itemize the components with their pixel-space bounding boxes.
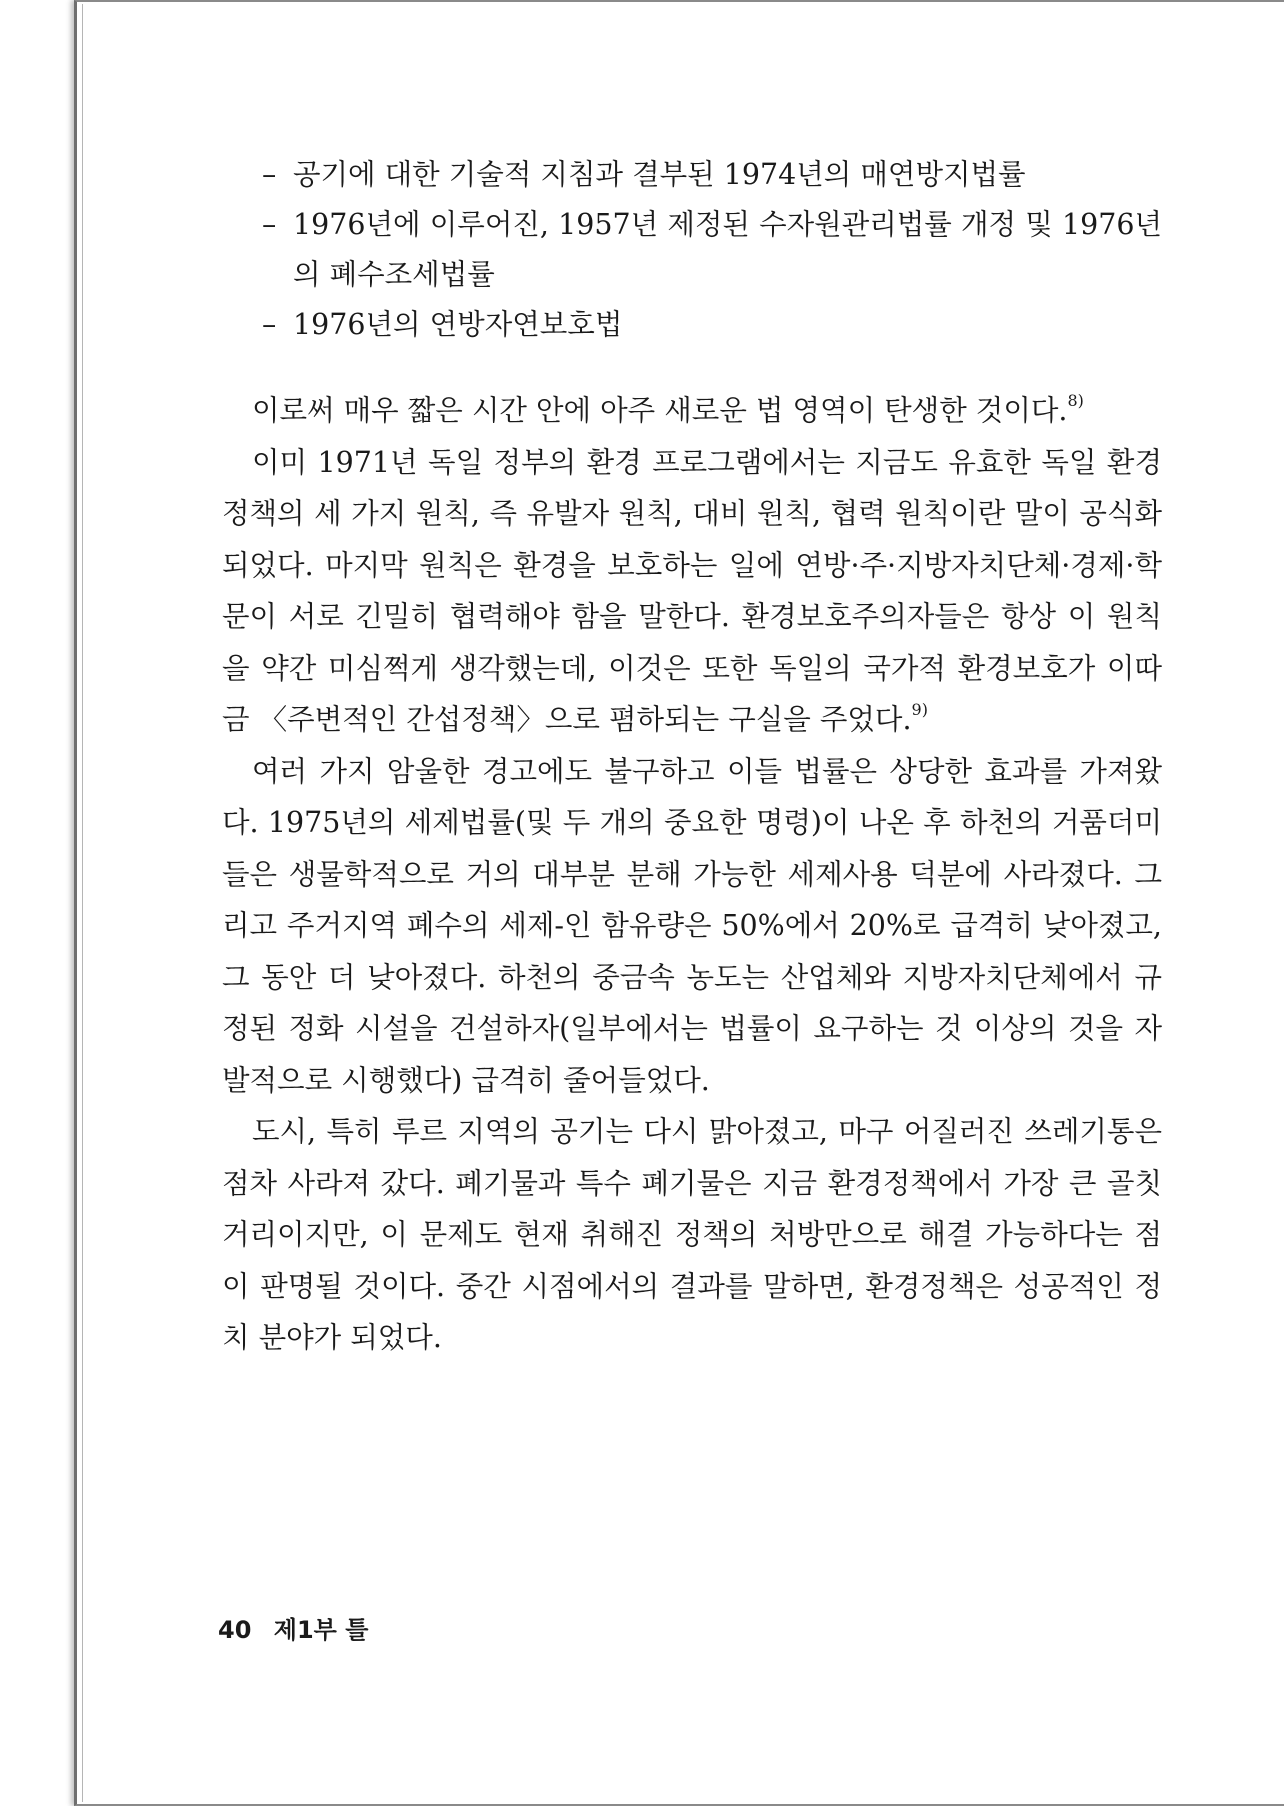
- page-edge-line: [82, 4, 83, 1802]
- paragraph: [222, 437, 1162, 746]
- page-number: 40: [218, 1616, 252, 1644]
- list-item: [222, 300, 1162, 350]
- footnote-ref[interactable]: 8): [1067, 391, 1084, 410]
- paragraph: [222, 746, 1162, 1107]
- footnote-ref[interactable]: 9): [911, 700, 928, 719]
- paragraph-text: 이미 1971년 독일 정부의 환경 프로그램에서는 지금도 유효한 독일 환경정책의 세 가지 원칙, 즉 유발자 원칙, 대비 원칙, 협력 원칙이란 말이 공식화되었다. 마지막 원칙은 환경을 보호하는 일에 연방·주·지방자치단체·경제·학문이 서로 긴밀히 협력해야 함을 말한다. 환경보호주의자들은 항상 이 원칙을 약간 미심쩍게 생각했는데, 이것은 또한 독일의 국가적 환경보호가 이따금 〈주변적인 간섭정책〉으로 폄하되는 구실을 주었다.: [222, 445, 1162, 736]
- paragraph: [222, 1106, 1162, 1364]
- list-item-text: 1976년에 이루어진, 1957년 제정된 수자원관리법률 개정 및 1976년의 폐수조세법률: [293, 208, 1162, 291]
- list-item-text: 1976년의 연방자연보호법: [293, 308, 623, 341]
- running-footer-section: 제1부 틀: [273, 1616, 369, 1644]
- paragraph-text: 여러 가지 암울한 경고에도 불구하고 이들 법률은 상당한 효과를 가져왔다. 1975년의 세제법률(및 두 개의 중요한 명령)이 나온 후 하천의 거품더미들은 생물학적으로 거의 대부분 분해 가능한 세제사용 덕분에 사라졌다. 그리고 주거지역 폐수의 세제-인 함유량은 50%에서 20%로 급격히 낮아졌고, 그 동안 더 낮아졌다. 하천의 중금속 농도는 산업체와 지방자치단체에서 규정된 정화 시설을 건설하자(일부에서는 법률이 요구하는 것 이상의 것을 자발적으로 시행했다) 급격히 줄어들었다.: [222, 754, 1162, 1097]
- law-list: [222, 150, 1162, 350]
- list-dash: –: [262, 208, 277, 241]
- paragraph: [222, 385, 1162, 437]
- list-dash: –: [262, 158, 277, 191]
- list-item: [222, 150, 1162, 200]
- page-body: [222, 150, 1162, 1364]
- paragraph-text: 이로써 매우 짧은 시간 안에 아주 새로운 법 영역이 탄생한 것이다.: [252, 394, 1068, 427]
- list-item-text: 공기에 대한 기술적 지침과 결부된 1974년의 매연방지법률: [293, 158, 1026, 191]
- page-footer: [218, 1610, 368, 1645]
- list-dash: –: [262, 308, 277, 341]
- list-item: [222, 200, 1162, 300]
- paragraph-text: 도시, 특히 루르 지역의 공기는 다시 맑아졌고, 마구 어질러진 쓰레기통은 점차 사라져 갔다. 폐기물과 특수 폐기물은 지금 환경정책에서 가장 큰 골칫거리이지만, 이 문제도 현재 취해진 정책의 처방만으로 해결 가능하다는 점이 판명될 것이다. 중간 시점에서의 결과를 말하면, 환경정책은 성공적인 정치 분야가 되었다.: [222, 1115, 1162, 1354]
